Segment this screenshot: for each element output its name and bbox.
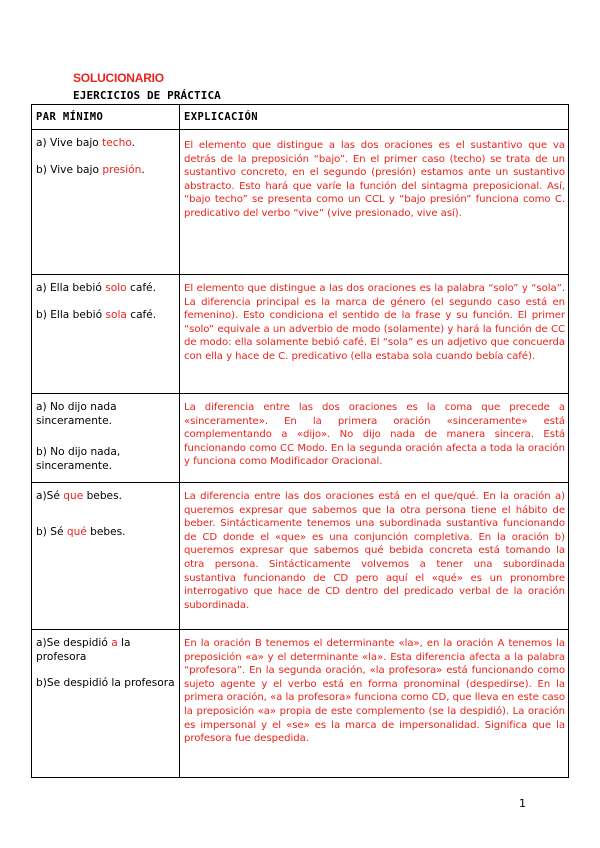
sentence-a: a) Vive bajo techo. xyxy=(36,137,136,149)
sentence-b: b) Sé qué bebes. xyxy=(36,525,126,538)
page-number: 1 xyxy=(519,797,526,810)
table-row xyxy=(32,275,569,394)
exercise-table xyxy=(31,104,569,778)
header-explicacion: EXPLICACIÓN xyxy=(180,105,569,130)
explanation-cell: La diferencia entre las dos oraciones es la coma que precede a «sinceramente». En la primera oración «sinceramente» está complementando a «dijo». No dijo nada de manera sincera. Está funcionando como CC Modo. En la segunda oración afecta a toda la oración y funciona como Modificador Oracional. xyxy=(180,394,569,483)
table-row xyxy=(32,483,569,630)
sentence-a: a) Ella bebió solo café. xyxy=(36,282,156,294)
explanation-cell: El elemento que distingue a las dos oraciones es el sustantivo que va detrás de la preposición “bajo”. En el primer caso (techo) se trata de un sustantivo concreto, en el segundo (presión) estamos ante un sustantivo abstracto. Esto hará que varíe la función del sintagma preposicional. Así, “bajo techo” se presenta como un CCL y “bajo presión” funciona como C. predicativo del verbo “vive” (vive presionado, vive así). xyxy=(180,130,569,275)
table-row xyxy=(32,394,569,483)
minimal-pair-cell xyxy=(32,630,180,778)
minimal-pair-cell xyxy=(32,394,180,483)
sentence-b: b) Ella bebió sola café. xyxy=(36,308,157,321)
sentence-a: a)Sé que bebes. xyxy=(36,490,122,502)
table-row xyxy=(32,630,569,778)
explanation-cell: El elemento que distingue a las dos oraciones es la palabra “solo” y “sola”. La diferencia principal es la marca de género (el segundo caso está en femenino). Esto condiciona el sentido de la frase y su función. El primer “solo” equivale a un adverbio de modo (solamente) y hará la función de CC de modo: ella solamente bebió café. El “sola” es un adjetivo que concuerda con ella y hace de C. predicativo (ella estaba sola cuando bebía café). xyxy=(180,275,569,394)
document-subtitle: EJERCICIOS DE PRÁCTICA xyxy=(73,89,221,102)
sentence-a: a) No dijo nada sinceramente. xyxy=(36,401,117,427)
sentence-b: b) No dijo nada, sinceramente. xyxy=(36,446,121,472)
minimal-pair-cell xyxy=(32,483,180,630)
sentence-b: b)Se despidió la profesora xyxy=(36,677,175,689)
explanation-cell: En la oración B tenemos el determinante «la», en la oración A tenemos la preposición «a» y el determinante «la». Esta diferencia afecta a la palabra “profesora”. En la segunda oración, «la profesora» está funcionando como sujeto agente y el verbo está en forma pronominal (despedirse). En la primera oración, «a la profesora» funciona como CD, que lleva en este caso la preposición «a» propia de este complemento (se la despidió). La oración es impersonal y el «se» es la marca de impersonalidad. Significa que la profesora fue despedida. xyxy=(180,630,569,778)
table-row xyxy=(32,130,569,275)
explanation-cell: La diferencia entre las dos oraciones está en el que/qué. En la oración a) queremos expresar que sabemos que la otra persona tiene el hábito de beber. Sintácticamente tenemos una subordinada sustantiva funcionando de CD donde el «que» es una conjunción completiva. En la oración b) queremos expresar que sabemos qué bebida concreta está tomando la otra persona. Sintácticamente volvemos a tener una subordinada sustantiva funcionando de CD pero aquí el «qué» es un pronombre interrogativo que hace de CD dentro del predicado verbal de la oración subordinada. xyxy=(180,483,569,630)
minimal-pair-cell xyxy=(32,275,180,394)
header-par-minimo: PAR MÍNIMO xyxy=(32,105,180,130)
minimal-pair-cell xyxy=(32,130,180,275)
document-title: SOLUCIONARIO xyxy=(73,71,164,85)
table-header-row xyxy=(32,105,569,130)
sentence-b: b) Vive bajo presión. xyxy=(36,163,145,176)
sentence-a: a)Se despidió a la profesora xyxy=(36,637,131,663)
